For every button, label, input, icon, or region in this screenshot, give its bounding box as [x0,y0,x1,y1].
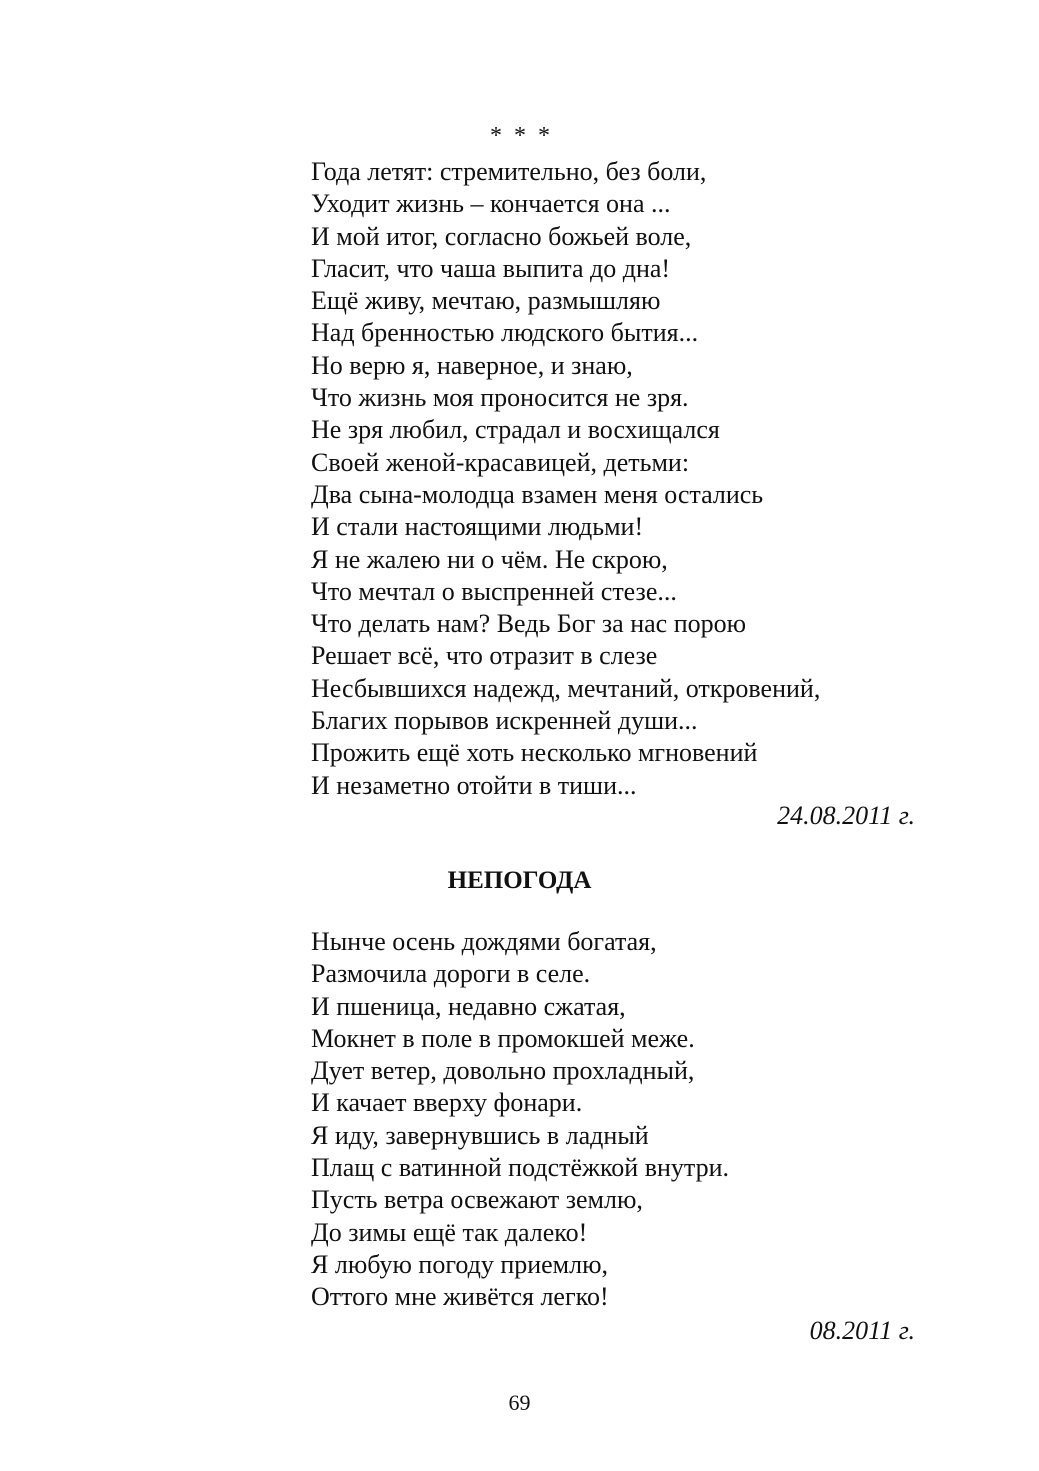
poem-line: И пшеница, недавно сжатая, [311,991,626,1021]
poem-title-text: НЕПОГОДА [447,867,592,894]
poem-line: Что жизнь моя проносится не зря. [311,383,689,413]
poem-line: Я любую погоду приемлю, [311,1249,609,1279]
poem-line: Дует ветер, довольно прохладный, [311,1056,695,1086]
poem-separator: * * * [490,123,553,149]
poem-line: Благих порывов искренней души... [311,706,698,736]
poem-line: И качает вверху фонари. [311,1088,583,1118]
poem-date: 08.2011 г. [809,1316,915,1345]
poem-line: Прожить ещё хоть несколько мгновений [311,738,758,768]
poem-line: Что делать нам? Ведь Бог за нас порою [311,609,747,639]
poem-line: До зимы ещё так далеко! [311,1217,588,1247]
poem-line: Года летят: стремительно, без боли, [311,157,707,186]
poem-line: И незаметно отойти в тиши... [311,770,637,800]
page-number: 69 [508,1390,531,1415]
poem-line: Нынче осень дождями богатая, [311,927,657,956]
poem-line: Не зря любил, страдал и восхищался [311,415,720,445]
poem-nepogoda [311,926,729,1314]
poem-date: 24.08.2011 г. [777,801,915,830]
poem-line: Два сына-молодца взамен меня остались [311,479,764,509]
poem-line: Пусть ветра освежают землю, [311,1185,643,1215]
poem-line: Над бренностью людского бытия... [311,318,699,348]
poem-line: Но верю я, наверное, и знаю, [311,350,633,380]
poem-line: Уходит жизнь – кончается она ... [311,189,671,219]
poem-line: Я не жалею ни о чём. Не скрою, [311,544,668,574]
poem-line: Гласит, что чаша выпита до дна! [311,253,671,283]
poem-line: Мокнет в поле в промокшей меже. [311,1023,695,1053]
poem-line: Плащ с ватинной подстёжкой внутри. [311,1153,729,1183]
poem-line: Несбывшихся надежд, мечтаний, откровений, [311,673,821,703]
poem-line: Ещё живу, мечтаю, размышляю [311,286,661,316]
poem-line: Своей женой-красавицей, детьми: [311,447,690,477]
poem-line: Я иду, завернувшись в ладный [311,1120,649,1150]
poem-line: Решает всё, что отразит в слезе [311,641,658,671]
poem-line: И мой итог, согласно божьей воле, [311,221,692,251]
poem-line: Что мечтал о выспренней стезе... [311,576,677,606]
poem-line: И стали настоящими людьми! [311,512,644,542]
poem-line: Оттого мне живётся легко! [311,1282,609,1312]
poem-untitled [311,156,820,802]
poem-line: Размочила дороги в селе. [311,959,591,989]
poem-title [0,865,1039,897]
